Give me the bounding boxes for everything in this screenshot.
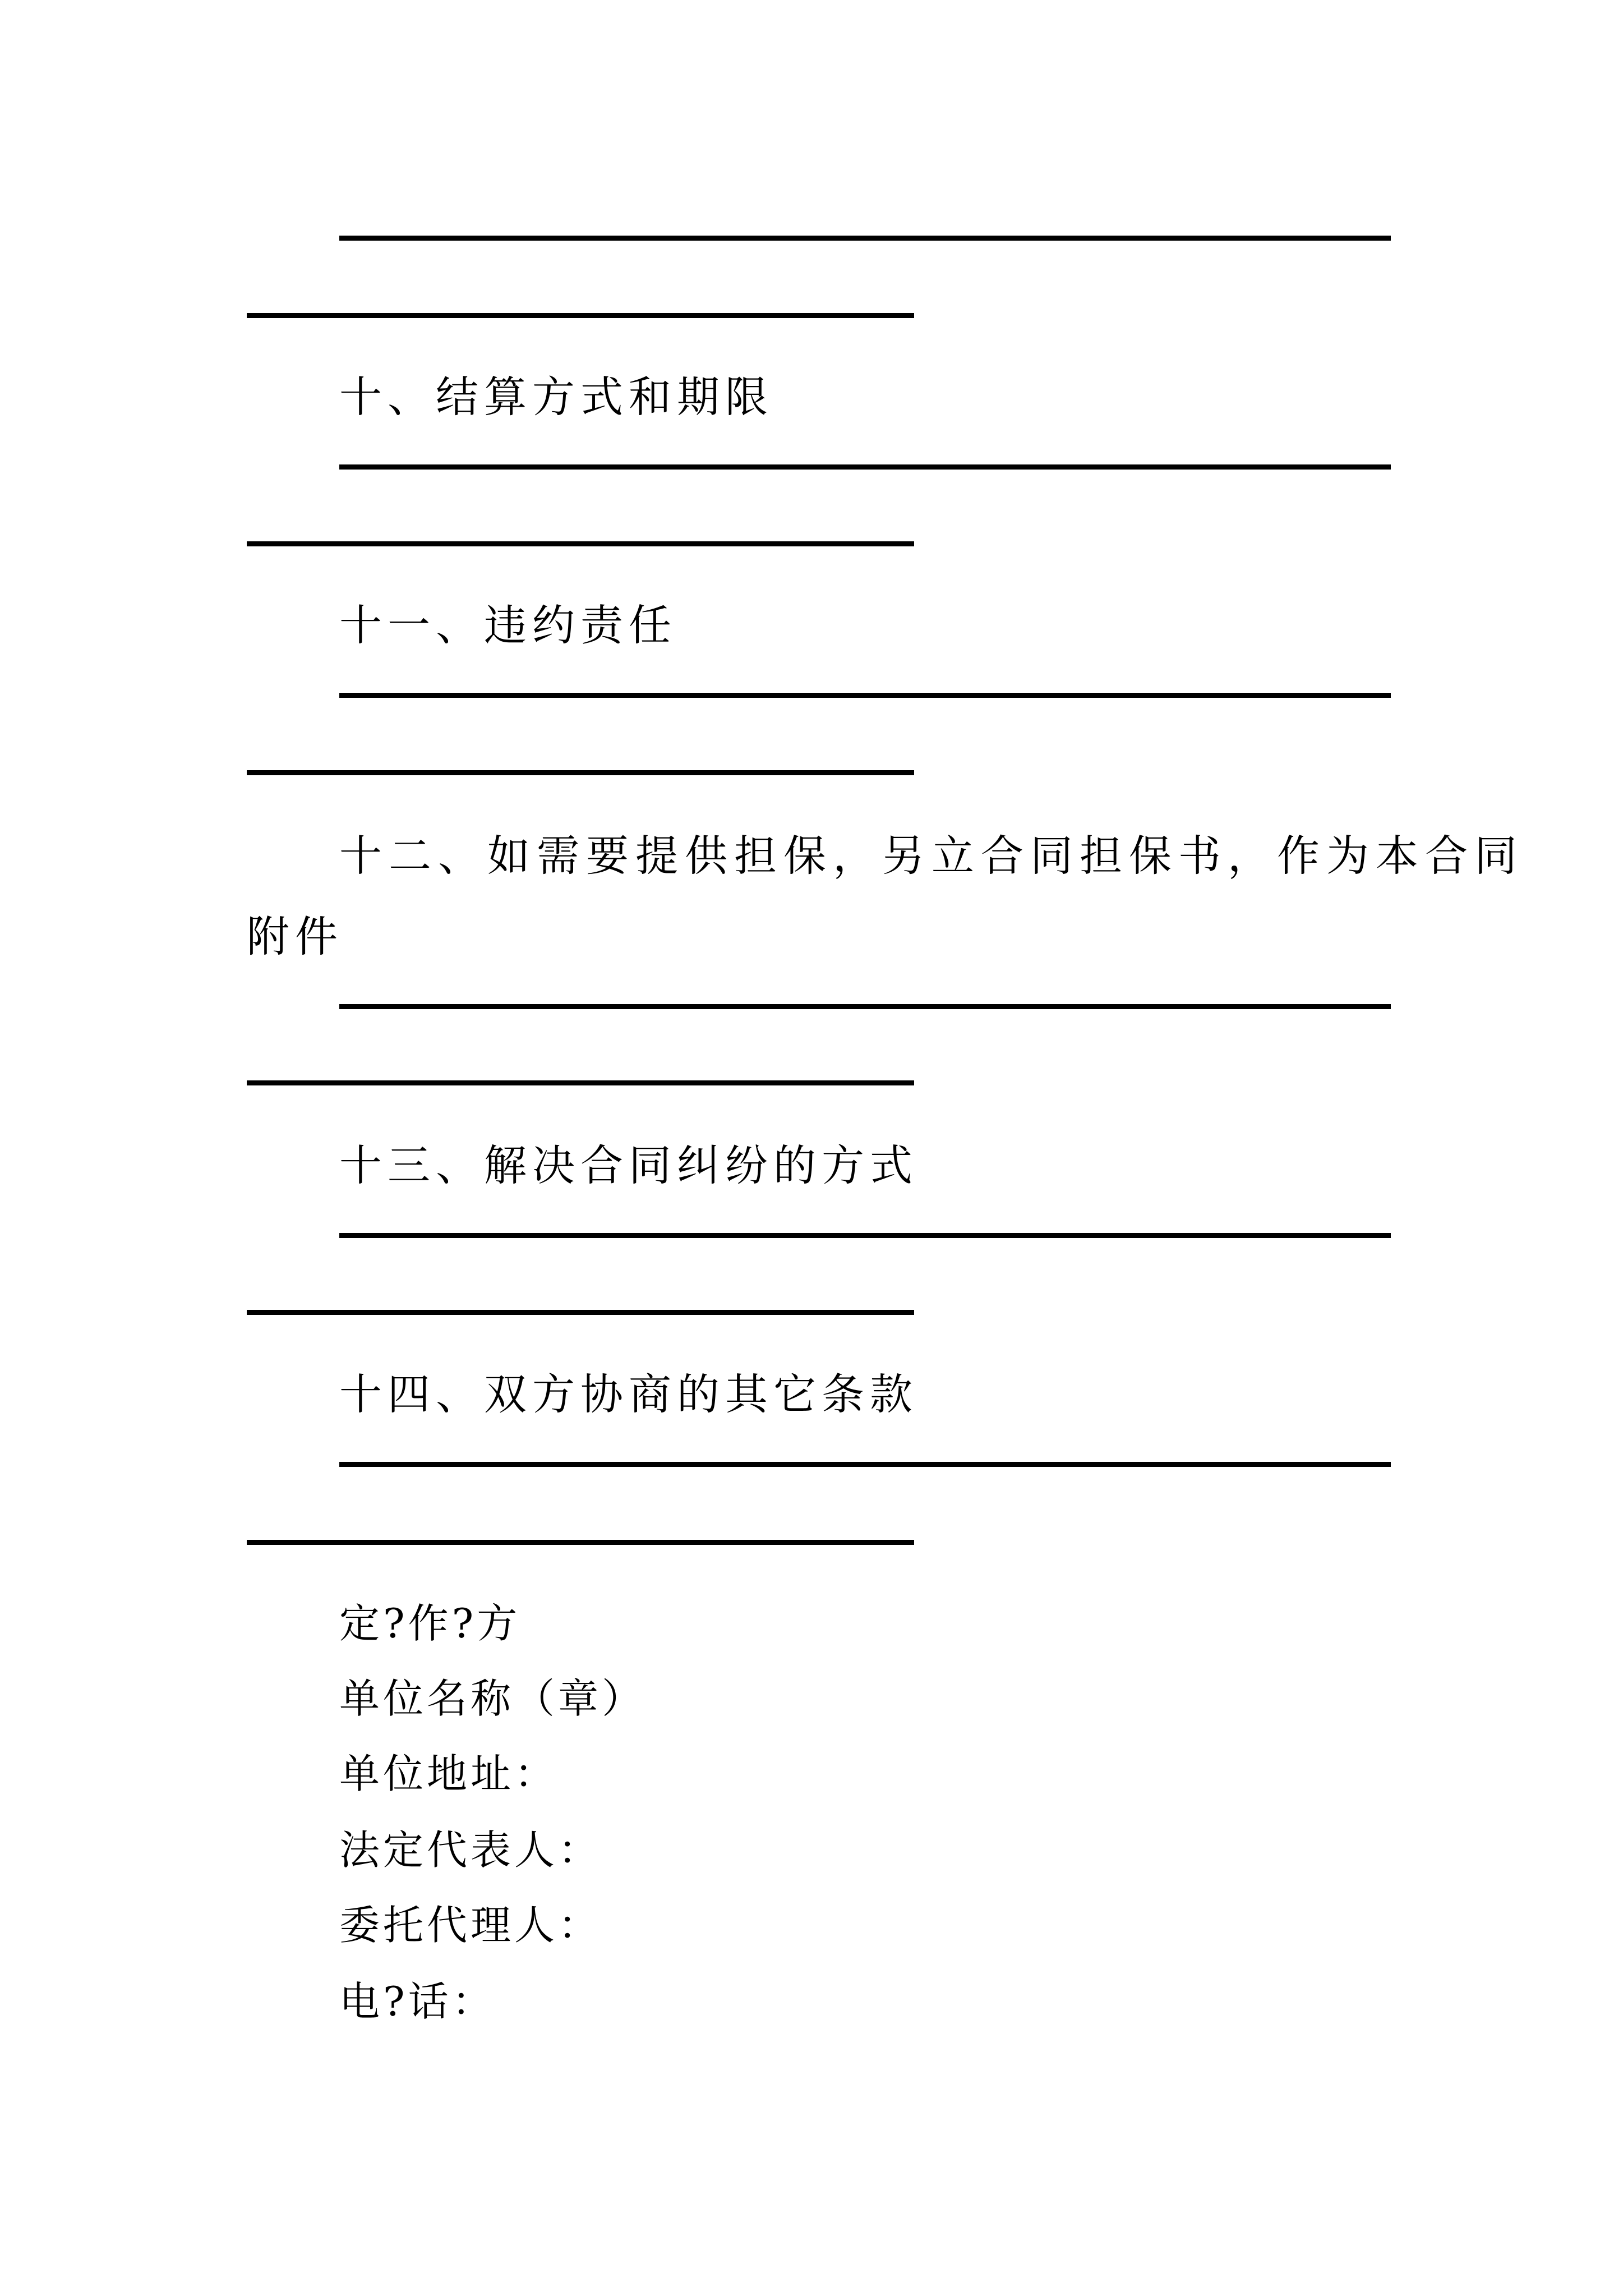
fill-line [247,541,914,546]
fill-line [247,1310,914,1315]
fill-line [339,464,1391,470]
signature-phone: 电?话： [339,1978,496,2025]
fill-line [247,1540,914,1545]
fill-line [339,1233,1391,1238]
fill-line [247,770,914,775]
section-heading-11: 十一、违约责任 [339,600,677,650]
signature-agent: 委托代理人： [339,1902,602,1949]
signature-unit-name: 单位名称（章） [339,1675,646,1722]
signature-unit-address: 单位地址： [339,1750,559,1797]
fill-line [247,1080,914,1085]
section-heading-12-continued: 附件 [247,912,343,961]
signature-party: 定?作?方 [339,1600,521,1647]
fill-line [247,313,914,318]
section-heading-10: 十、结算方式和期限 [339,372,773,422]
fill-line [339,1004,1391,1009]
fill-line [339,693,1391,698]
section-heading-13: 十三、解决合同纠纷的方式 [339,1140,918,1190]
section-heading-12: 十二、如需要提供担保，另立合同担保书，作为本合同 [339,831,1524,881]
fill-line [339,1462,1391,1467]
signature-legal-rep: 法定代表人： [339,1826,602,1874]
section-heading-14: 十四、双方协商的其它条款 [339,1369,918,1419]
fill-line [339,236,1391,241]
